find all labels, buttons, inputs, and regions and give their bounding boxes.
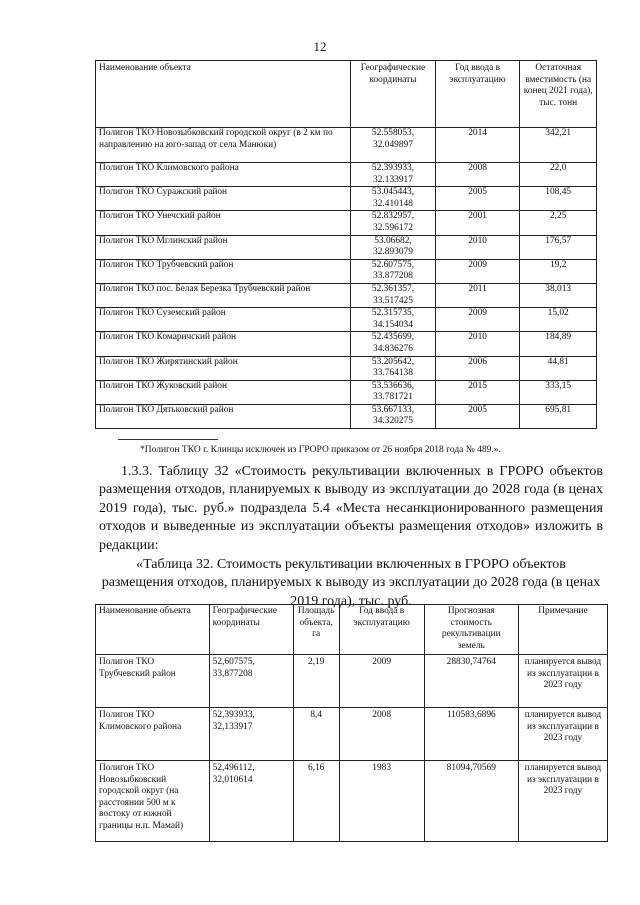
object-name-cell: Полигон ТКО Новозыбковский городской округ (на расстоянии 500 м к востоку от южной границы н.п. Мамай) — [96, 761, 210, 842]
year-cell: 2005 — [435, 404, 520, 428]
coordinates-cell: 52,393933, 32,133917 — [209, 708, 293, 761]
coordinates-cell: 52.607575, 33.877208 — [351, 259, 436, 283]
coordinates-cell: 52.393933, 32.133917 — [351, 163, 436, 187]
cost-cell: 81094,70569 — [424, 761, 518, 842]
coordinates-cell: 52.361357, 33.517425 — [351, 283, 436, 307]
object-name-cell: Полигон ТКО Жуковский район — [96, 380, 351, 404]
year-cell: 2001 — [435, 211, 520, 235]
table-row — [96, 761, 608, 842]
table-row — [96, 356, 597, 380]
table-row — [96, 211, 597, 235]
footnote: *Полигон ТКО г. Клинцы исключен из ГРОРО приказом от 26 ноября 2018 года № 489.». — [140, 445, 501, 455]
capacity-cell: 44,81 — [520, 356, 597, 380]
reclamation-cost-table — [95, 604, 608, 842]
landfill-capacity-table — [95, 60, 597, 429]
cost-cell: 110583,6896 — [424, 708, 518, 761]
header-note: Примечание — [518, 605, 607, 655]
coordinates-cell: 52.315735, 34.154034 — [351, 308, 436, 332]
object-name-cell: Полигон ТКО Суражский район — [96, 187, 351, 211]
coordinates-cell: 53.536636, 33.781721 — [351, 380, 436, 404]
object-name-cell: Полигон ТКО Трубчевский район — [96, 259, 351, 283]
coordinates-cell: 53.205642, 33.764138 — [351, 356, 436, 380]
object-name-cell: Полигон ТКО Суземский район — [96, 308, 351, 332]
year-cell: 2011 — [435, 283, 520, 307]
header-coordinates: Географические координаты — [209, 605, 293, 655]
coordinates-cell: 53.06682, 32.893079 — [351, 235, 436, 259]
table-row — [96, 283, 597, 307]
table-row — [96, 404, 597, 428]
coordinates-cell: 53.045443, 32.410148 — [351, 187, 436, 211]
table-row — [96, 259, 597, 283]
coordinates-cell: 53.667133, 34.320275 — [351, 404, 436, 428]
capacity-cell: 108,45 — [520, 187, 597, 211]
coordinates-cell: 52.832957, 32.596172 — [351, 211, 436, 235]
coordinates-cell: 52,496112, 32,010614 — [209, 761, 293, 842]
footnote-divider — [118, 439, 218, 440]
header-cost: Прогнозная стоимость рекультивации земель — [424, 605, 518, 655]
cost-cell: 28830,74764 — [424, 655, 518, 708]
capacity-cell: 15,02 — [520, 308, 597, 332]
year-cell: 2006 — [435, 356, 520, 380]
year-cell: 2009 — [339, 655, 424, 708]
object-name-cell: Полигон ТКО Мглинский район — [96, 235, 351, 259]
note-cell: планируется вывод из эксплуатации в 2023 году — [518, 708, 607, 761]
year-cell: 1983 — [339, 761, 424, 842]
area-cell: 8,4 — [293, 708, 339, 761]
header-object-name: Наименование объекта — [96, 61, 351, 128]
year-cell: 2010 — [435, 235, 520, 259]
object-name-cell: Полигон ТКО Унечский район — [96, 211, 351, 235]
header-remaining-capacity: Остаточная вместимость (на конец 2021 года), тыс. тонн — [520, 61, 597, 128]
object-name-cell: Полигон ТКО Климовского района — [96, 708, 210, 761]
object-name-cell: Полигон ТКО Климовского района — [96, 163, 351, 187]
table-header-row — [96, 605, 608, 655]
table-row — [96, 163, 597, 187]
amendment-paragraph — [99, 463, 603, 555]
object-name-cell: Полигон ТКО Жирятинский район — [96, 356, 351, 380]
area-cell: 6,16 — [293, 761, 339, 842]
coordinates-cell: 52,607575, 33,877208 — [209, 655, 293, 708]
year-cell: 2008 — [435, 163, 520, 187]
object-name-cell: Полигон ТКО пос. Белая Березка Трубчевский район — [96, 283, 351, 307]
year-cell: 2008 — [339, 708, 424, 761]
header-object-name: Наименование объекта — [96, 605, 210, 655]
amendment-text: 1.3.3. Таблицу 32 «Стоимость рекультивации включенных в ГРОРО объектов размещения отходов, планируемых к выводу из эксплуатации до 2028 года (в ценах 2019 года), тыс. руб.» подраздела 5.4 «Места несанкционированного размещения отходов и выведенные из эксплуатации объекты размещения отходов» изложить в редакции: — [99, 464, 603, 553]
page-number: 12 — [313, 39, 327, 54]
year-cell: 2014 — [435, 128, 520, 163]
year-cell: 2009 — [435, 308, 520, 332]
note-cell: планируется вывод из эксплуатации в 2023 году — [518, 655, 607, 708]
table-row — [96, 708, 608, 761]
note-cell: планируется вывод из эксплуатации в 2023 году — [518, 761, 607, 842]
capacity-cell: 342,21 — [520, 128, 597, 163]
table-row — [96, 187, 597, 211]
table-row — [96, 332, 597, 356]
capacity-cell: 176,57 — [520, 235, 597, 259]
capacity-cell: 2,25 — [520, 211, 597, 235]
object-name-cell: Полигон ТКО Трубчевский район — [96, 655, 210, 708]
header-coordinates: Географические координаты — [351, 61, 436, 128]
coordinates-cell: 52.558053, 32.049897 — [351, 128, 436, 163]
table-row — [96, 380, 597, 404]
header-area: Площадь объекта, га — [293, 605, 339, 655]
capacity-cell: 184,89 — [520, 332, 597, 356]
capacity-cell: 333,15 — [520, 380, 597, 404]
year-cell: 2005 — [435, 187, 520, 211]
year-cell: 2010 — [435, 332, 520, 356]
object-name-cell: Полигон ТКО Новозыбковский городской округ (в 2 км по направлению на юго-запад от села Манюки) — [96, 128, 351, 163]
capacity-cell: 38,013 — [520, 283, 597, 307]
object-name-cell: Полигон ТКО Дятьковский район — [96, 404, 351, 428]
object-name-cell: Полигон ТКО Комаричский район — [96, 332, 351, 356]
capacity-cell: 695,81 — [520, 404, 597, 428]
header-year: Год ввода в эксплуатацию — [435, 61, 520, 128]
table-row — [96, 128, 597, 163]
table-header-row — [96, 61, 597, 128]
table-row — [96, 655, 608, 708]
table-caption: «Таблица 32. Стоимость рекультивации включенных в ГРОРО объектов размещения отходов, планируемых к выводу из эксплуатации до 2028 года (в ценах 2019 года), тыс. руб. — [101, 557, 601, 609]
year-cell: 2015 — [435, 380, 520, 404]
area-cell: 2,19 — [293, 655, 339, 708]
capacity-cell: 22,0 — [520, 163, 597, 187]
header-year: Год ввода в эксплуатацию — [339, 605, 424, 655]
table-row — [96, 308, 597, 332]
table-row — [96, 235, 597, 259]
year-cell: 2009 — [435, 259, 520, 283]
coordinates-cell: 52.435699, 34.836276 — [351, 332, 436, 356]
capacity-cell: 19,2 — [520, 259, 597, 283]
